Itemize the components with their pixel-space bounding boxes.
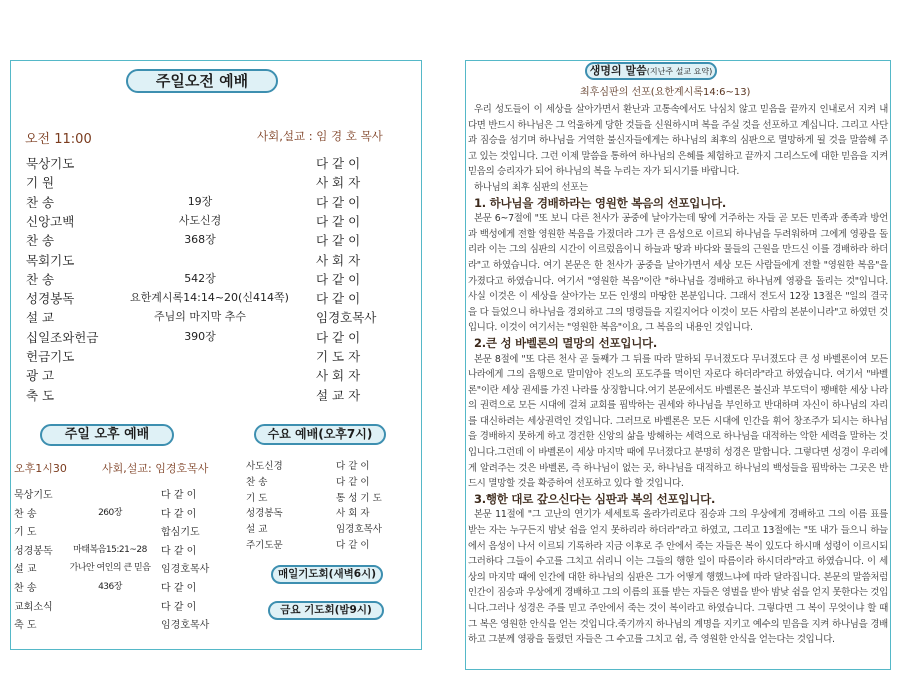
order-who: 임경호목사 xyxy=(316,310,377,326)
morning-time: 오전 11:00 xyxy=(25,132,92,147)
order-item: 신앙고백 xyxy=(26,213,75,229)
order-item: 찬 송 xyxy=(14,508,37,520)
order-item: 헌금기도 xyxy=(26,349,75,364)
order-who: 사 회 자 xyxy=(316,175,361,191)
order-item: 설 교 xyxy=(14,564,37,576)
order-who: 다 같 이 xyxy=(336,540,370,551)
order-item: 찬 송 xyxy=(26,271,55,287)
order-detail: 마태복음15:21~28 xyxy=(73,544,147,555)
afternoon-leader: 사회,설교: 임경호목사 xyxy=(102,462,209,475)
sermon-body-2: 본문 8절에 "또 다른 천사 곧 둘째가 그 뒤를 따라 말하되 무너졌도다 무너졌도다 큰 성 바벨론이여 모든 나라에게 그의 음행으로 말미암아 진노의 포도주를 먹이던 자로다 하더라"라고 하였습니다. 여기서 "바벨론"이란 세상 권세를 가진 나라를 상징합니다.여기 본문에서도 바벨론은 불신과 부도덕이 팽배한 세상 나라의 권력으로 모든 시대에 걸쳐 교회를 핍박하는 권세와 하나님을 부인하고 반대하며 자신이 하나님의 자리를 대신하려는 세상권력인 것입니다. 그러므로 바벨론은 모든 시대에 인간을 휘어 창조주가 되시는 하나님을 경배하지 못하게 하고 경건한 신앙의 삶을 방해하는 세력으로 하나님을 대적하는 악한 세력을 말하는 것입니다.그런데 이 바벨론이 세상 마지막 때에 무너졌다고 분명히 성경은 말합니다. 그렇다면 성경이 우리에게 알려주는 것은 바벨론, 즉 하나님이 없는 곳, 하나님을 대적하고 하나님의 백성들을 핍박하는 그곳은 반드시 멸망할 것을 확증하여 선포하고 있다 할 것입니다. xyxy=(468,353,888,490)
order-who: 다 같 이 xyxy=(316,329,361,345)
sermon-intro: 우리 성도들이 이 세상을 살아가면서 환난과 고통속에서도 낙심치 않고 믿음을 끝까지 인내로서 지켜 내다면 반드시 하나님은 그 억울하게 당한 것들을 신원하시며 복을 주실 것을 선포하고 계십니다. 그리고 사단과 짐승을 섬기며 하나님을 거역한 불신자들에게는 하나님의 최후의 심판으로 멸망하게 될 것을 말씀해 주고 있는 것입니다. 그런 이제 말씀을 통하여 하나님의 은혜를 체험하고 끝까지 그리스도에 대한 믿음을 지켜 믿음의 승리자가 되어 하나님의 복을 누리는 자가 되시기를 바랍니다. xyxy=(468,104,888,178)
order-item: 기 도 xyxy=(14,527,37,539)
afternoon-service-title: 주일 오후 예배 xyxy=(40,424,174,446)
order-who: 다 같 이 xyxy=(316,291,361,307)
order-detail: 436장 xyxy=(98,582,122,592)
order-who: 다 같 이 xyxy=(336,476,370,488)
order-item: 축 도 xyxy=(26,387,55,403)
order-item: 목회기도 xyxy=(26,252,75,268)
order-who: 통 성 기 도 xyxy=(336,492,382,504)
sermon-body xyxy=(468,102,888,648)
order-item: 설 교 xyxy=(246,524,268,536)
order-who: 다 같 이 xyxy=(161,583,197,594)
order-who: 다 같 이 xyxy=(316,271,361,287)
order-item: 십일조와헌금 xyxy=(26,329,99,345)
order-item: 기 원 xyxy=(26,175,55,191)
sermon-title-note: (지난주 설교 요약) xyxy=(646,67,713,76)
order-who: 다 같 이 xyxy=(161,601,197,613)
order-detail: 가나안 여인의 큰 믿음 xyxy=(69,563,151,574)
wednesday-service-title: 수요 예배(오후7시) xyxy=(254,424,386,445)
order-item: 성경봉독 xyxy=(26,291,75,307)
order-item: 광 고 xyxy=(26,368,55,384)
sermon-title xyxy=(585,62,717,80)
order-detail: 368장 xyxy=(184,233,216,247)
order-item: 기 도 xyxy=(246,492,268,504)
order-item: 사도신경 xyxy=(246,461,283,472)
sermon-point-3: 3.행한 대로 갚으신다는 심판과 복의 선포입니다. xyxy=(474,491,716,506)
order-item: 교회소식 xyxy=(14,601,53,613)
order-detail: 260장 xyxy=(98,507,122,518)
order-detail: 542장 xyxy=(184,271,216,285)
sermon-point-2: 2.큰 성 바벨론의 멸망의 선포입니다. xyxy=(474,335,658,350)
order-who: 사 회 자 xyxy=(316,252,361,268)
order-who: 기 도 자 xyxy=(316,349,361,364)
order-item: 묵상기도 xyxy=(26,156,75,171)
order-who: 다 같 이 xyxy=(316,156,361,171)
sermon-subtitle: 최후심판의 선포(요한계시록14:6~13) xyxy=(580,87,751,98)
order-who: 다 같 이 xyxy=(161,508,197,520)
order-who: 다 같 이 xyxy=(161,545,197,557)
order-who: 설 교 자 xyxy=(316,387,361,403)
sermon-point-1: 1. 하나님을 경배하라는 영원한 복음의 선포입니다. xyxy=(474,195,726,210)
afternoon-time: 오후1시30 xyxy=(14,462,67,475)
order-who: 임경호목사 xyxy=(336,524,382,536)
order-who: 다 같 이 xyxy=(316,194,361,210)
order-who: 다 같 이 xyxy=(161,490,197,501)
order-who: 임경호목사 xyxy=(161,564,210,576)
order-item: 축 도 xyxy=(14,620,37,632)
sermon-title-text: 생명의 말씀 xyxy=(589,64,647,77)
sermon-lead: 하나님의 최후 심판의 선포는 xyxy=(474,181,588,193)
order-detail: 요한계시록14:14~20(신414쪽) xyxy=(130,291,289,305)
order-detail: 사도신경 xyxy=(178,213,222,227)
order-who: 다 같 이 xyxy=(336,461,370,472)
order-who: 사 회 자 xyxy=(316,368,361,384)
sermon-body-3: 본문 11절에 "그 고난의 연기가 세세토록 올라가리로다 짐승과 그의 우상에게 경배하고 그의 이름 표를 받는 자는 누구든지 밤낮 쉼을 얻지 못하리라 하더라"라고 하였고, 그리고 13절에는 "또 내가 들으니 하늘에서 음성이 나서 이르되 기록하라 지금 이후로 주 안에서 죽는 자들은 복이 있도다 하시매 성령이 이르시되 그러하다 그들이 수고를 그치고 쉬리니 이는 그들의 행한 일이 따름이라 하시더라"라고 하였습니다. 이 세상의 마지막 때에 인간에 대한 하나님의 심판은 그가 어떻게 행했느냐에 따라 달라집니다. 본문의 말씀처럼 인간이 짐승과 우상에게 경배하고 그의 이름의 표를 받는 자들은 영벌을 받아 밤낮 쉼을 얻지 못한다는 것입니다.그러나 성경은 주를 믿고 주안에서 죽는 것이 복이라고 하였습니다. 그렇다면 그 복이 무엇이냐 할 때 그 복은 영원한 안식을 얻는 것입니다.죽기까지 하나님의 계명을 지키고 예수의 믿음을 지켜 하나님을 경배하고 그분께 영광을 돌렸던 자들은 그 수고를 그치고 쉼, 즉 영원한 안식을 얻는다는 것입니다. xyxy=(468,509,888,646)
order-item: 묵상기도 xyxy=(14,490,53,501)
daily-prayer-badge: 매일기도회(새벽6시) xyxy=(271,565,383,584)
morning-leader: 사회,설교 : 임 경 호 목사 xyxy=(257,129,383,143)
order-item: 찬 송 xyxy=(26,233,55,249)
order-detail: 주님의 마지막 추수 xyxy=(153,310,246,324)
order-item: 설 교 xyxy=(26,310,55,326)
order-item: 찬 송 xyxy=(246,476,268,488)
order-detail: 19장 xyxy=(187,194,213,208)
sermon-body-1: 본문 6~7절에 "또 보니 다른 천사가 공중에 날아가는데 땅에 거주하는 자들 곧 모든 민족과 종족과 방언과 백성에게 전할 영원한 복음을 가졌더라 그가 큰 음성으로 이르되 하나님을 두려워하며 그에게 영광을 돌리라 이는 그의 심판의 시간이 이르렀음이니 하늘과 땅과 바다와 물들의 근원을 만드신 이를 경배하라 하더라"고 하였습니다. 여기 본문은 한 천사가 공중을 날아가면서 세상 모든 사람들에게 전할 "영원한 복음"을 가졌다고 하였습니다. 여기서 "영원한 복음"이란 "하나님을 경배하고 하나님께 영광을 돌리는 것"입니다. 사실 이것은 이 세상을 살아가는 모든 인생의 마땅한 본분입니다. 그래서 전도서 12장 13절은 "일의 결국을 다 들었으니 하나님을 경외하고 그의 명령들을 지킬지어다 이것이 모든 사람의 본분이니라"고 하였던 것입니다. 이것이 여기서는 "영원한 복음"이요, 그 복음의 내용인 것입니다. xyxy=(468,213,888,334)
order-item: 성경봉독 xyxy=(246,508,283,520)
order-item: 성경봉독 xyxy=(14,545,53,557)
order-who: 임경호목사 xyxy=(161,620,210,632)
order-who: 다 같 이 xyxy=(316,213,361,229)
order-who: 합심기도 xyxy=(161,527,200,539)
order-item: 찬 송 xyxy=(14,583,37,594)
order-who: 사 회 자 xyxy=(336,508,370,520)
friday-prayer-badge: 금요 기도회(밤9시) xyxy=(268,601,384,620)
order-detail: 390장 xyxy=(184,329,216,343)
morning-service-title: 주일오전 예배 xyxy=(126,69,278,93)
order-who: 다 같 이 xyxy=(316,233,361,249)
order-item: 찬 송 xyxy=(26,194,55,210)
order-item: 주기도문 xyxy=(246,540,283,551)
